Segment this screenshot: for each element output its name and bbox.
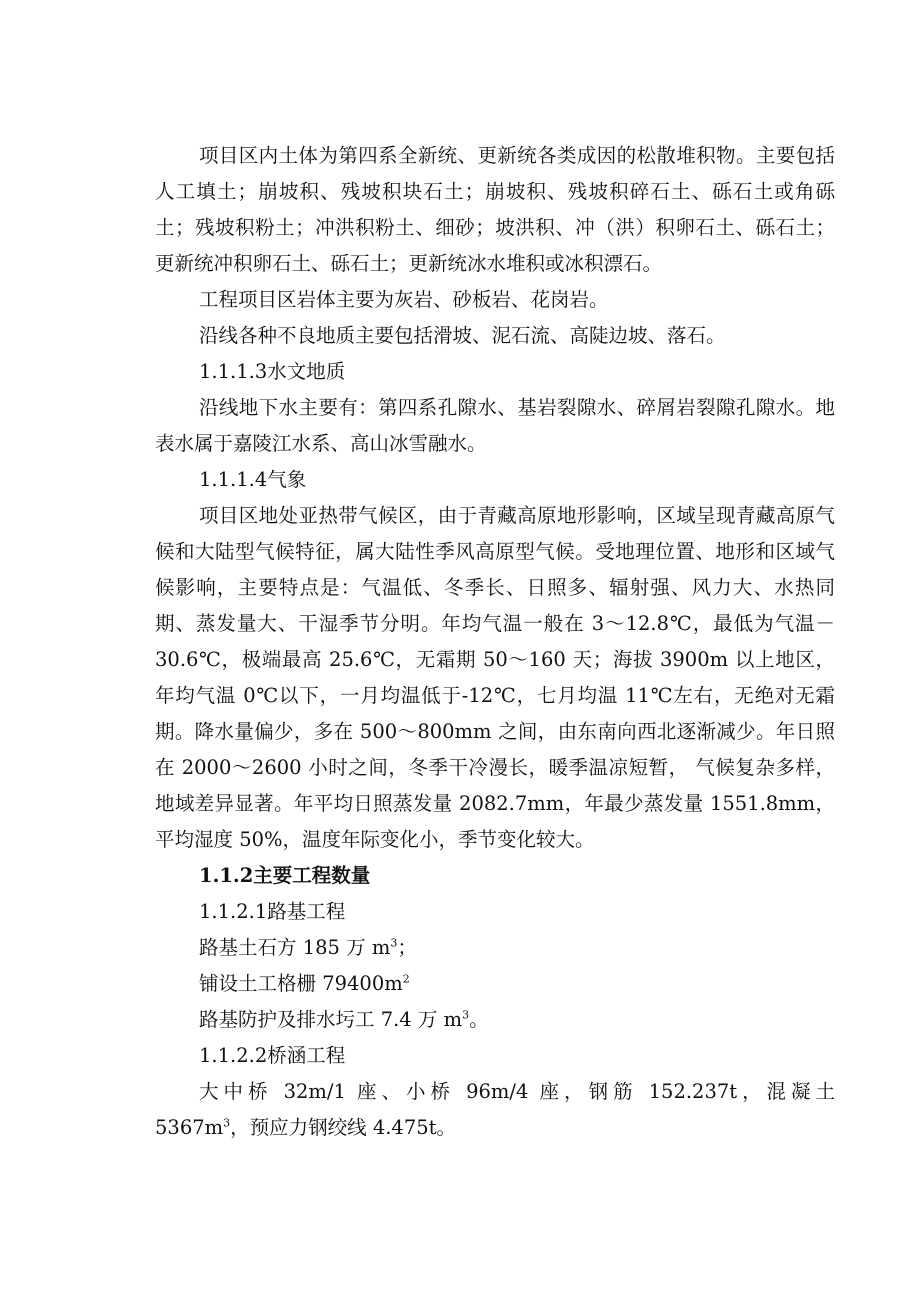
superscript: 2 [402,972,410,986]
punctuation: 。 [469,1008,489,1031]
superscript: 3 [462,1008,470,1022]
line-protection [155,1002,835,1038]
document-body [155,138,835,1146]
paragraph-soil: 项目区内土体为第四系全新统、更新统各类成因的松散堆积物。主要包括人工填土；崩坡积、残坡积块石土；崩坡积、残坡积碎石土、砾石土或角砾土；残坡积粉土；冲洪积粉土、细砂；坡洪积、冲（洪）积卵石土、砾石土；更新统冲积卵石土、砾石土；更新统冰水堆积或冰积漂石。 [155,144,835,275]
punctuation: ； [397,936,417,959]
heading-main-quantities: 1.1.2主要工程数量 [199,864,371,887]
paragraph-rock: 工程项目区岩体主要为灰岩、砂板岩、花岗岩。 [199,288,609,311]
line-geogrid [155,966,835,1002]
heading-climate: 1.1.1.4气象 [199,468,307,491]
heading-hydrogeology: 1.1.1.3水文地质 [199,360,346,383]
bridges-text-end: ，预应力钢绞线 4.475t。 [230,1116,456,1139]
heading-roadbed: 1.1.2.1路基工程 [199,900,346,923]
paragraph-climate: 项目区地处亚热带气候区，由于青藏高原地形影响，区域呈现青藏高原气候和大陆型气候特征，属大陆性季风高原型气候。受地理位置、地形和区域气候影响，主要特点是：气温低、冬季长、日照多、辐射强、风力大、水热同期、蒸发量大、干湿季节分明。年均气温一般在 3～12.8℃，最低为气温－30.6℃，极端最高 25.6℃，无霜期 50～160 天；海拔 3900m 以上地区，年均气温 0℃以下，一月均温低于-12℃，七月均温 11℃左右，无绝对无霜期。降水量偏少，多在 500～800mm 之间，由东南向西北逐渐减少。年日照在 2000～2600 小时之间，冬季干冷漫长，暖季温凉短暂， 气候复杂多样，地域差异显著。年平均日照蒸发量 2082.7mm，年最少蒸发量 1551.8mm，平均湿度 50%，温度年际变化小，季节变化较大。 [155,504,835,851]
heading-bridges: 1.1.2.2桥涵工程 [199,1044,346,1067]
paragraph-geology-hazards: 沿线各种不良地质主要包括滑坡、泥石流、高陡边坡、落石。 [199,324,726,347]
paragraph-groundwater: 沿线地下水主要有：第四系孔隙水、基岩裂隙水、碎屑岩裂隙孔隙水。地表水属于嘉陵江水系、高山冰雪融水。 [155,396,835,455]
line-roadbed-earthwork [155,930,835,966]
geogrid-text: 铺设土工格栅 79400m [199,972,403,995]
roadbed-earthwork-text: 路基土石方 185 万 m [199,936,391,959]
paragraph-bridges [155,1074,835,1146]
protection-text: 路基防护及排水圬工 7.4 万 m [199,1008,463,1031]
superscript: 3 [390,936,398,950]
superscript: 3 [223,1116,231,1130]
bridges-text: 大中桥 32m/1 座、小桥 96m/4 座，钢筋 152.237t，混凝土 5367m [155,1080,835,1139]
